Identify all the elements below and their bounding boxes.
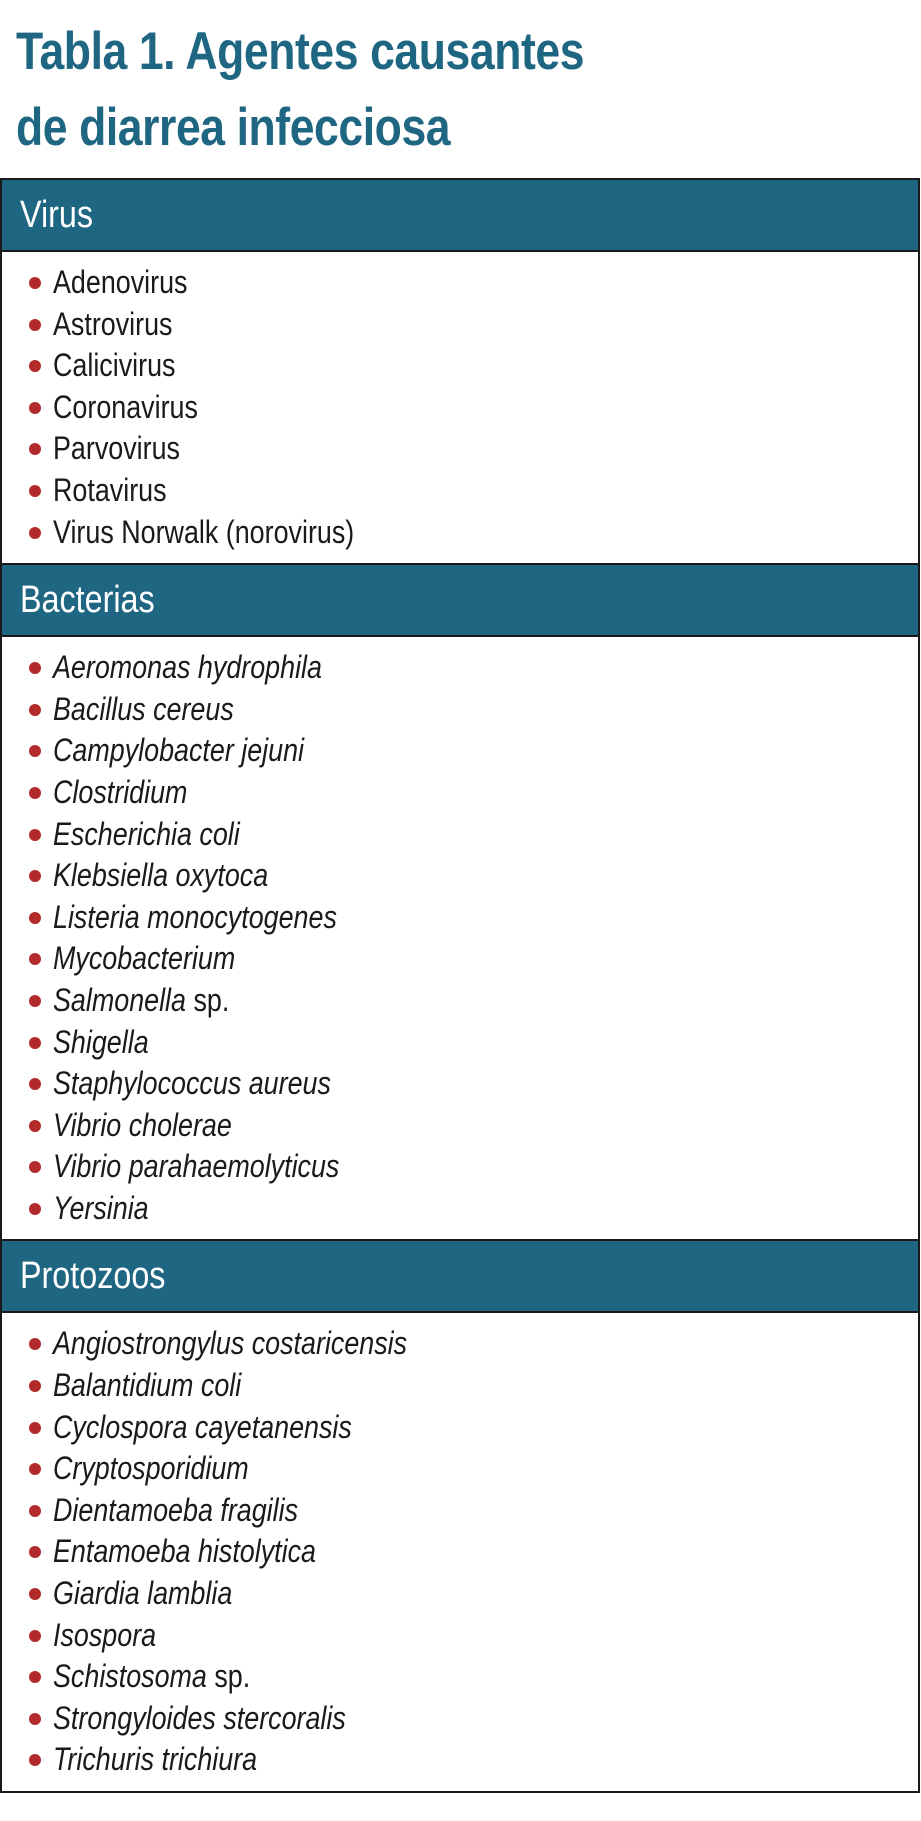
list-item-text (53, 387, 198, 429)
section-header (2, 1239, 918, 1313)
list-item (2, 1531, 918, 1573)
list-item (2, 1063, 918, 1105)
agent-name: Schistosoma (53, 1658, 207, 1695)
list-item (2, 689, 918, 731)
agent-name: Dientamoeba fragilis (53, 1491, 299, 1528)
section-header (2, 563, 918, 637)
bullet-icon (29, 870, 41, 882)
list-item (2, 387, 918, 429)
list-item-text (53, 1407, 352, 1449)
list-item (2, 814, 918, 856)
bullet-icon (29, 1630, 41, 1642)
list-item-text (53, 1146, 339, 1188)
list-item-text (53, 730, 304, 772)
list-item-text (53, 689, 234, 731)
list-item (2, 772, 918, 814)
agent-name: Adenovirus (53, 264, 188, 300)
list-item (2, 1448, 918, 1490)
list-item (2, 647, 918, 689)
bullet-icon (29, 1671, 41, 1683)
list-item (2, 345, 918, 387)
agent-name: Entamoeba histolytica (53, 1533, 316, 1570)
bullet-icon (29, 485, 41, 497)
bullet-icon (29, 1505, 41, 1517)
agent-name: Cyclospora cayetanensis (53, 1408, 352, 1445)
section-header-label: Protozoos (20, 1255, 166, 1298)
list-item-text (53, 1448, 249, 1490)
list-item-text (53, 1531, 316, 1573)
bullet-icon (29, 704, 41, 716)
agent-name: Clostridium (53, 773, 188, 810)
bullet-icon (29, 1588, 41, 1600)
bullet-icon (29, 745, 41, 757)
bullet-icon (29, 1037, 41, 1049)
agent-name: Coronavirus (53, 388, 198, 425)
list-item (2, 1188, 918, 1230)
list-item-text (53, 1656, 250, 1698)
list-item-text (53, 1490, 298, 1532)
bullet-icon (29, 277, 41, 289)
bullet-icon (29, 995, 41, 1007)
list-item (2, 262, 918, 304)
list-item (2, 1407, 918, 1449)
agent-name: Listeria monocytogenes (53, 898, 337, 935)
list-item-text (53, 262, 187, 304)
title-line-1: Tabla 1. Agentes causantes (16, 22, 585, 81)
list-item (2, 304, 918, 346)
agent-suffix: sp. (206, 1658, 251, 1695)
agent-name: Vibrio parahaemolyticus (53, 1148, 340, 1185)
list-item-text (53, 470, 167, 512)
agent-name: Virus Norwalk (norovirus) (53, 513, 355, 550)
agent-name: Yersinia (53, 1189, 149, 1226)
agent-name: Bacillus cereus (53, 690, 234, 727)
list-item-text (53, 1188, 149, 1230)
list-item-text (53, 512, 354, 554)
list-item (2, 428, 918, 470)
list-item-text (53, 938, 235, 980)
list-item (2, 512, 918, 554)
section-header-label: Bacterias (20, 579, 155, 622)
agent-name: Klebsiella oxytoca (53, 857, 269, 894)
list-item-text (53, 1739, 257, 1781)
bullet-icon (29, 1463, 41, 1475)
list-item-text (53, 1105, 232, 1147)
agent-name: Parvovirus (53, 430, 180, 467)
list-item (2, 938, 918, 980)
agents-table (0, 178, 920, 1793)
list-item-text (53, 1022, 149, 1064)
bullet-icon (29, 1422, 41, 1434)
agent-name: Salmonella (53, 981, 186, 1018)
agent-name: Mycobacterium (53, 940, 236, 977)
bullet-icon (29, 360, 41, 372)
bullet-icon (29, 443, 41, 455)
bullet-icon (29, 1754, 41, 1766)
list-item (2, 1615, 918, 1657)
bullet-icon (29, 1713, 41, 1725)
list-item (2, 1490, 918, 1532)
section-list (2, 637, 918, 1239)
list-item (2, 980, 918, 1022)
bullet-icon (29, 402, 41, 414)
list-item (2, 1656, 918, 1698)
agent-name: Strongyloides stercoralis (53, 1699, 346, 1736)
bullet-icon (29, 1546, 41, 1558)
page-title (16, 14, 755, 166)
table-bottom-border (2, 1791, 918, 1793)
section-list (2, 252, 918, 563)
bullet-icon (29, 953, 41, 965)
list-item (2, 1323, 918, 1365)
list-item-text (53, 647, 322, 689)
agent-name: Astrovirus (53, 305, 173, 342)
list-item (2, 1573, 918, 1615)
list-item (2, 1698, 918, 1740)
bullet-icon (29, 1338, 41, 1350)
list-item (2, 897, 918, 939)
agent-name: Cryptosporidium (53, 1450, 249, 1487)
agent-name: Balantidium coli (53, 1367, 242, 1404)
agent-name: Aeromonas hydrophila (53, 649, 322, 686)
list-item-text (53, 304, 172, 346)
section-list (2, 1313, 918, 1791)
list-item-text (53, 1323, 407, 1365)
list-item-text (53, 428, 180, 470)
agent-name: Isospora (53, 1616, 157, 1653)
bullet-icon (29, 1078, 41, 1090)
agent-name: Vibrio cholerae (53, 1106, 232, 1143)
list-item-text (53, 1063, 331, 1105)
list-item (2, 855, 918, 897)
list-item-text (53, 1615, 156, 1657)
list-item-text (53, 897, 337, 939)
section-header (2, 178, 918, 252)
list-item-text (53, 1698, 346, 1740)
list-item-text (53, 814, 240, 856)
agent-name: Calicivirus (53, 347, 176, 384)
agent-suffix: sp. (185, 981, 230, 1018)
bullet-icon (29, 1203, 41, 1215)
agent-name: Trichuris trichiura (53, 1741, 258, 1778)
bullet-icon (29, 1380, 41, 1392)
agent-name: Campylobacter jejuni (53, 732, 305, 769)
agent-name: Shigella (53, 1023, 149, 1060)
list-item (2, 1022, 918, 1064)
list-item-text (53, 1573, 232, 1615)
list-item-text (53, 345, 175, 387)
list-item-text (53, 855, 268, 897)
bullet-icon (29, 319, 41, 331)
bullet-icon (29, 527, 41, 539)
agent-name: Escherichia coli (53, 815, 240, 852)
agent-name: Angiostrongylus costaricensis (53, 1325, 408, 1362)
list-item (2, 1365, 918, 1407)
list-item (2, 470, 918, 512)
list-item (2, 730, 918, 772)
title-line-2: de diarrea infecciosa (16, 98, 451, 157)
list-item (2, 1105, 918, 1147)
bullet-icon (29, 1161, 41, 1173)
bullet-icon (29, 912, 41, 924)
list-item (2, 1146, 918, 1188)
list-item-text (53, 1365, 241, 1407)
bullet-icon (29, 787, 41, 799)
list-item (2, 1739, 918, 1781)
agent-name: Staphylococcus aureus (53, 1065, 331, 1102)
agent-name: Giardia lamblia (53, 1575, 233, 1612)
bullet-icon (29, 662, 41, 674)
section-header-label: Virus (20, 194, 94, 236)
bullet-icon (29, 829, 41, 841)
bullet-icon (29, 1120, 41, 1132)
list-item-text (53, 772, 187, 814)
list-item-text (53, 980, 229, 1022)
agent-name: Rotavirus (53, 471, 167, 508)
